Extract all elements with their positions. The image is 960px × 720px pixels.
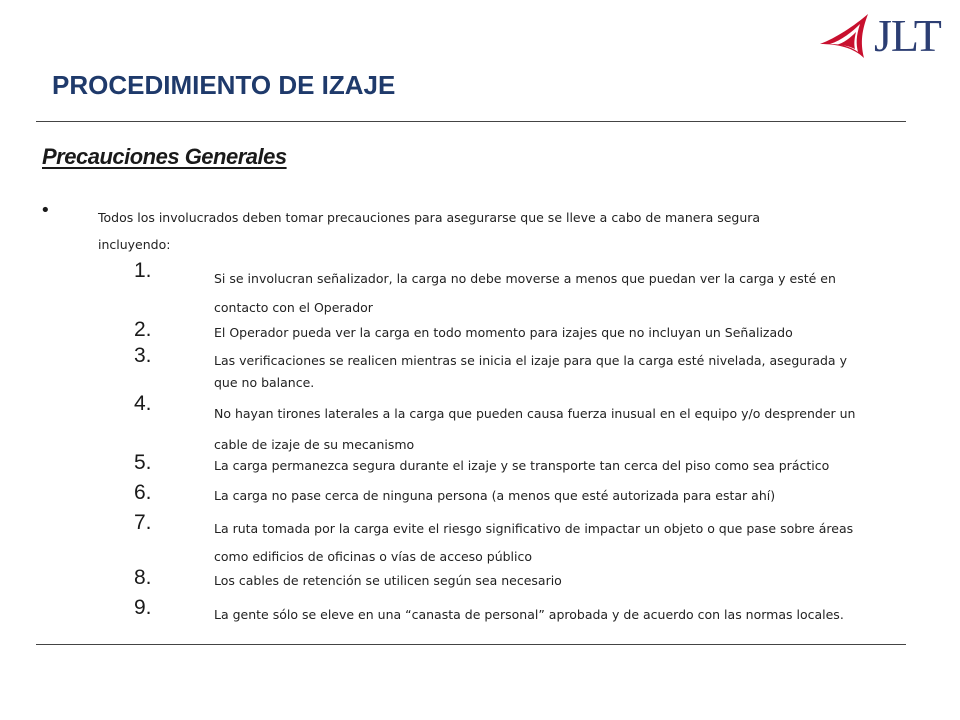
list-item-number: 8. [134,566,152,589]
list-item-text: No hayan tirones laterales a la carga que pueden causa fuerza inusual en el equipo y/o desprender un cable de izaje de su mecanismo [214,406,856,452]
jlt-logo [816,8,958,64]
list-item-number: 4. [134,392,152,415]
list-item-text: El Operador pueda ver la carga en todo momento para izajes que no incluyan un Señalizado [214,325,793,340]
list-item-text: Las verificaciones se realicen mientras se inicia el izaje para que la carga esté nivelada, asegurada y que no balance. [214,353,847,390]
list-item-number: 3. [134,344,152,367]
list-item-number: 5. [134,451,152,474]
list-item-text: La carga no pase cerca de ninguna persona (a menos que esté autorizada para estar ahí) [214,488,776,503]
section-subtitle: Precauciones Generales [42,144,287,169]
page-title: PROCEDIMIENTO DE IZAJE [52,70,396,100]
list-item-text: La gente sólo se eleve en una “canasta de personal” aprobada y de acuerdo con las normas locales. [214,607,844,622]
list-item-number: 1. [134,259,152,282]
jlt-logo-text: JLT [874,10,941,61]
list-item-text: La carga permanezca segura durante el izaje y se transporte tan cerca del piso como sea práctico [214,458,830,473]
bullet-icon: • [40,200,51,221]
divider-bottom [36,644,906,645]
list-item-number: 7. [134,511,152,534]
divider-top [36,121,906,122]
list-item-text: Los cables de retención se utilicen según sea necesario [214,573,562,588]
list-item-text: La ruta tomada por la carga evite el riesgo significativo de impactar un objeto o que pase sobre áreas como edificios de oficinas o vías de acceso público [214,521,854,564]
intro-text: Todos los involucrados deben tomar precauciones para asegurarse que se lleve a cabo de manera segura incluyendo: [98,210,761,252]
list-item-number: 2. [134,318,152,341]
list-item-text: Si se involucran señalizador, la carga no debe moverse a menos que puedan ver la carga y esté en contacto con el Operador [214,271,836,315]
list-item-number: 6. [134,481,152,504]
list-item-number: 9. [134,596,152,619]
